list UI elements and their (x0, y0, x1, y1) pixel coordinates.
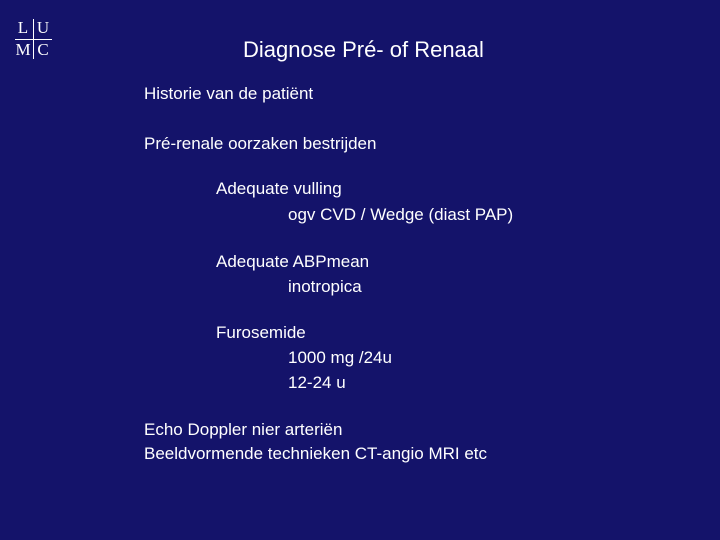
logo-letter-m: M (15, 40, 31, 59)
sub-sub-dose: 1000 mg /24u (288, 348, 392, 367)
bullet-prerenal: Pré-renale oorzaken bestrijden (144, 134, 377, 153)
sub-sub-duration: 12-24 u (288, 373, 346, 392)
logo-letter-u: U (36, 18, 50, 37)
bullet-imaging: Beeldvormende technieken CT-angio MRI etc (144, 444, 488, 463)
bullet-echo-doppler: Echo Doppler nier arteriën (144, 420, 343, 439)
logo-letter-l: L (17, 18, 29, 37)
sub-bullet-furosemide: Furosemide (216, 323, 306, 342)
logo-letter-c: C (37, 40, 49, 59)
sub-sub-cvd-wedge: ogv CVD / Wedge (diast PAP) (288, 205, 514, 224)
logo-divider-horizontal (15, 39, 52, 40)
lumc-logo (15, 19, 53, 61)
sub-bullet-vulling: Adequate vulling (216, 179, 342, 198)
slide-title: Diagnose Pré- of Renaal (243, 37, 484, 62)
sub-bullet-abpmean: Adequate ABPmean (216, 252, 370, 271)
sub-sub-inotropica: inotropica (288, 277, 362, 296)
bullet-history: Historie van de patiënt (144, 84, 314, 103)
